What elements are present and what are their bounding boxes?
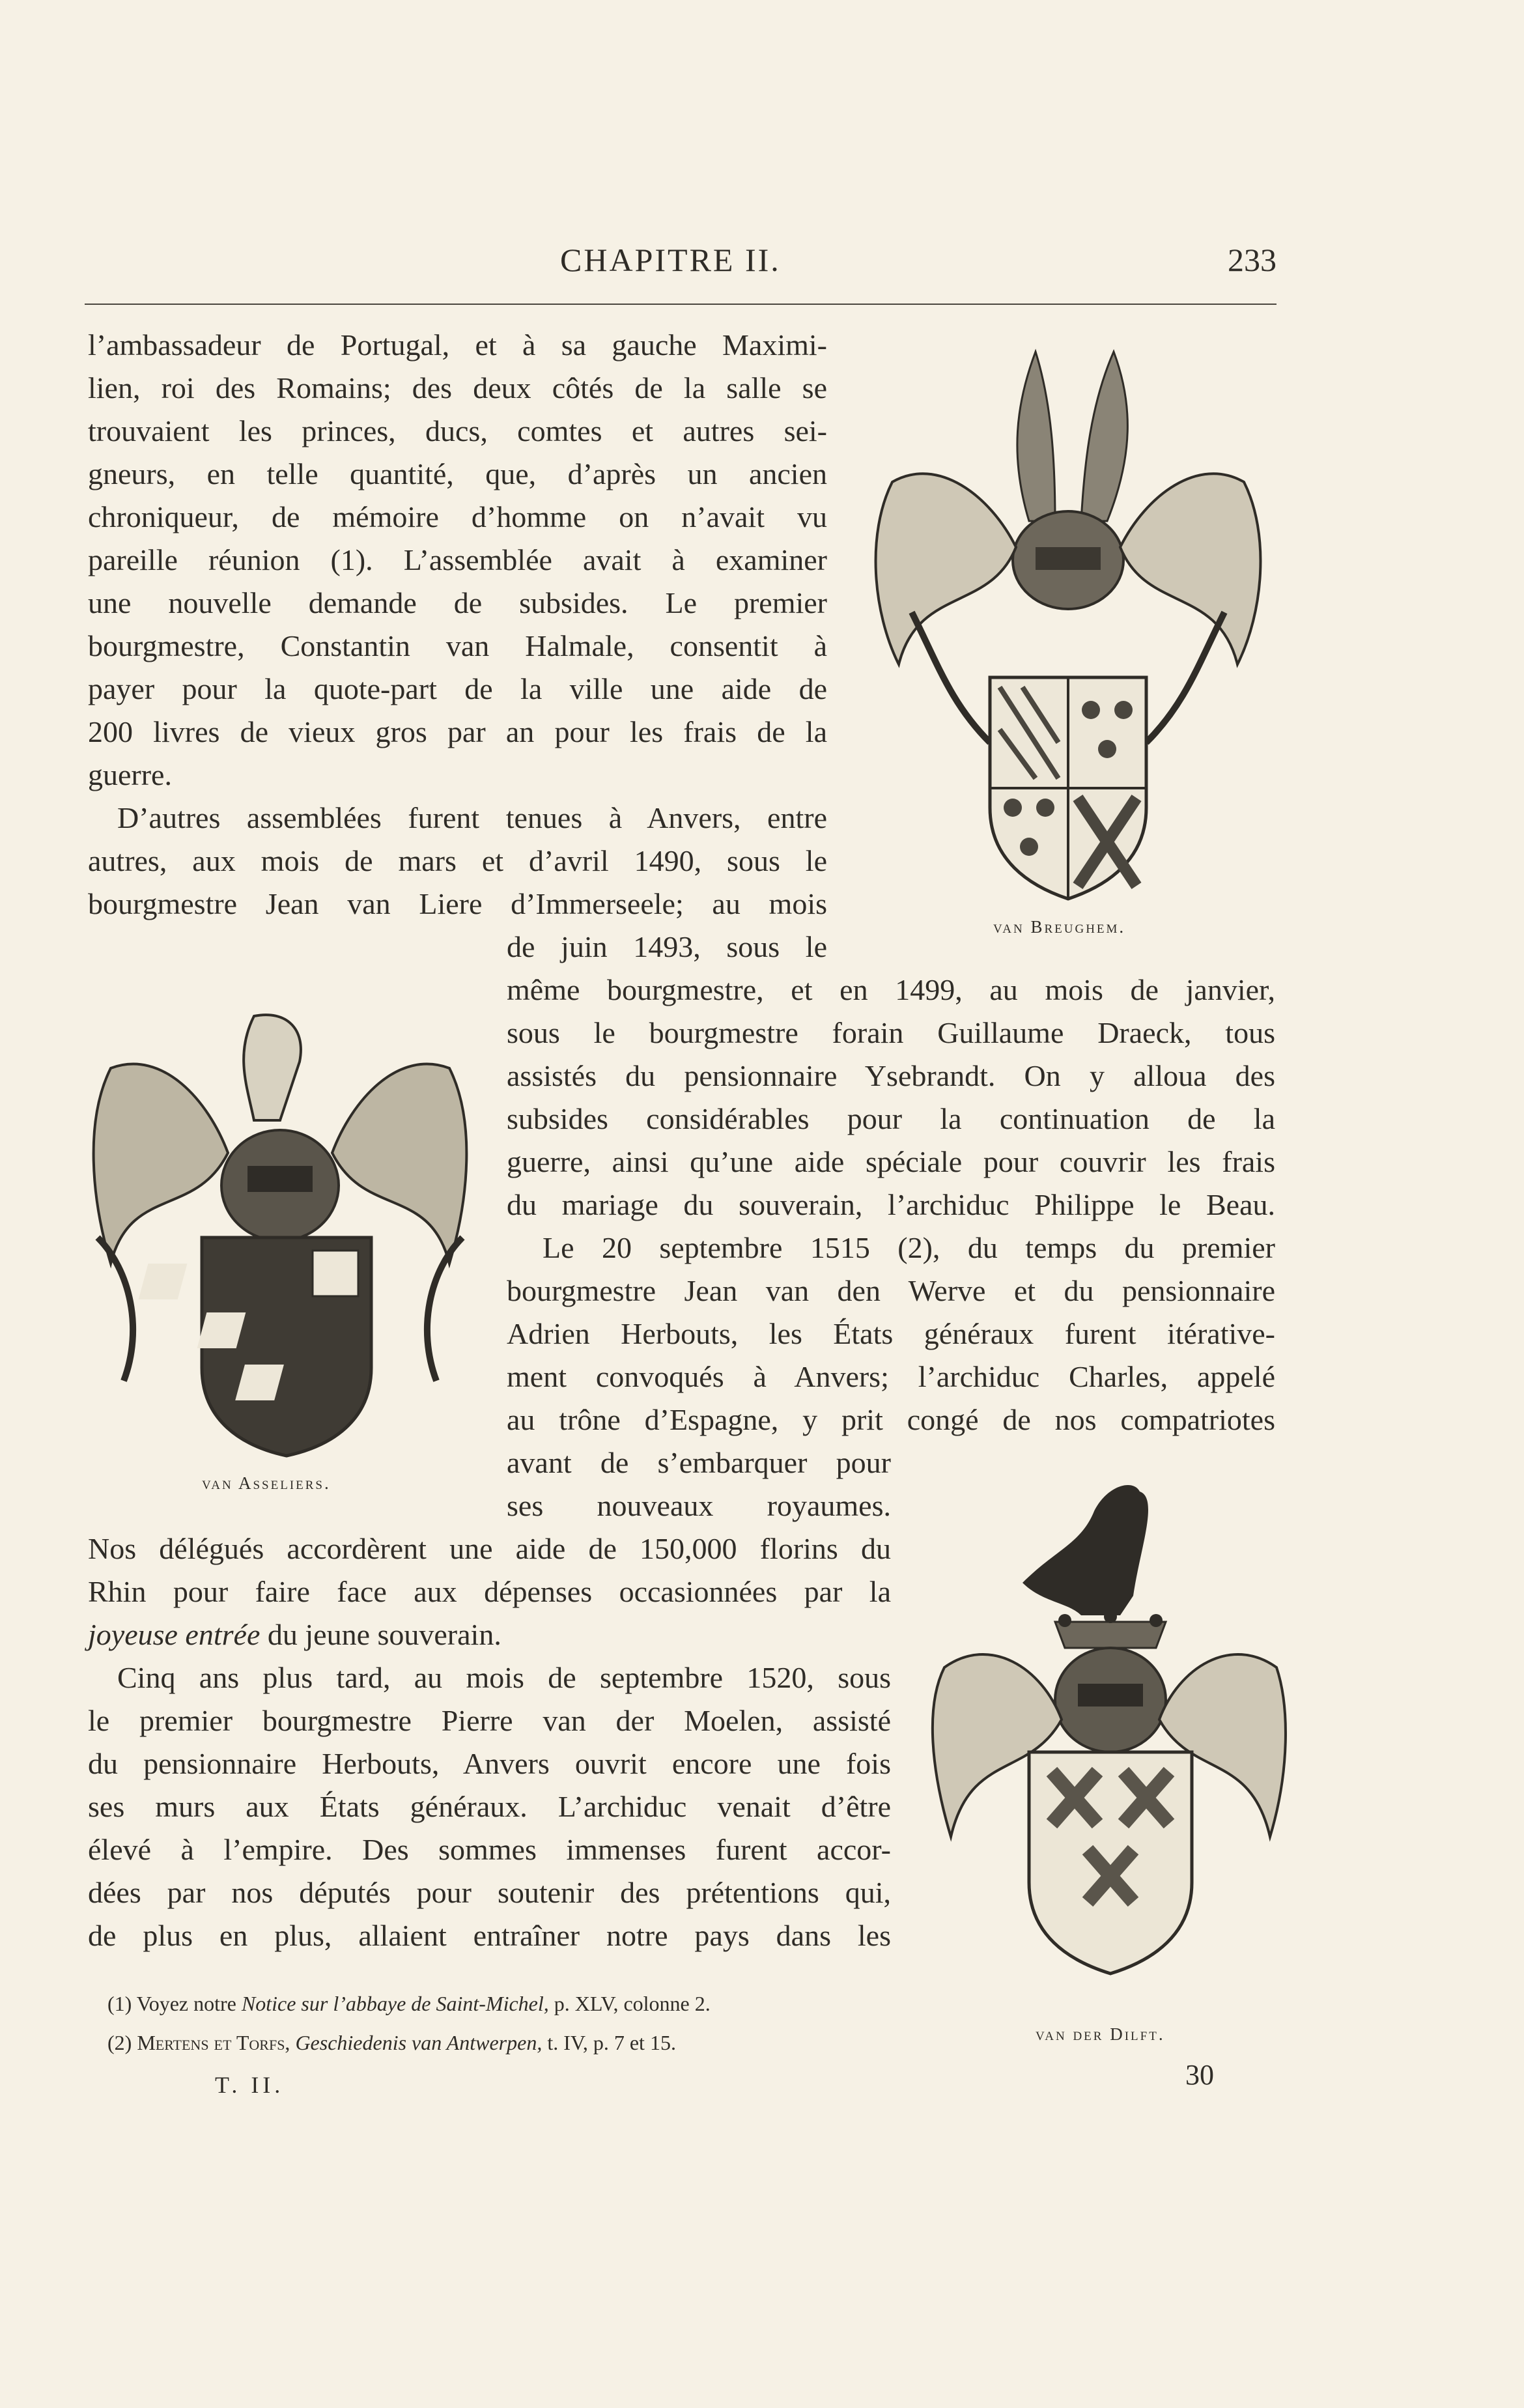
text-line: payer pour la quote-part de la ville une aide de [88, 672, 827, 705]
text-line: dées par nos députés pour soutenir des prétentions qui, [88, 1876, 891, 1909]
footnote-2-title: Geschiedenis van Antwerpen, [295, 2031, 543, 2054]
text-line: de plus en plus, allaient entraîner notre pays dans les [88, 1919, 891, 1952]
text-line: Adrien Herbouts, les États généraux furent itérative- [507, 1317, 1275, 1350]
text-line: une nouvelle demande de subsides. Le premier [88, 586, 827, 619]
footnote-1 [107, 1992, 711, 2016]
caption-dilft: van der Dilft. [1036, 2024, 1165, 2044]
footnote-1-title: Notice sur l’abbaye de Saint-Michel, [241, 1992, 549, 2015]
text-line-italic [88, 1617, 501, 1653]
coat-of-arms-dilft [925, 1472, 1290, 1993]
text-line: guerre, ainsi qu’une aide spéciale pour couvrir les frais [507, 1145, 1275, 1178]
text-line: Nos délégués accordèrent une aide de 150,000 florins du [88, 1532, 891, 1565]
coat-of-arms-breughem [860, 339, 1277, 912]
text-line: gneurs, en telle quantité, que, d’après un ancien [88, 457, 827, 490]
text-line: subsides considérables pour la continuation de la [507, 1102, 1275, 1135]
text-line: ment convoqués à Anvers; l’archiduc Charles, appelé [507, 1360, 1275, 1393]
footnote-1-suffix: p. XLV, colonne 2. [548, 1992, 711, 2015]
text-line: trouvaient les princes, ducs, comtes et autres sei- [88, 414, 827, 447]
text-line: avant de s’embarquer pour [507, 1446, 891, 1479]
text-line: D’autres assemblées furent tenues à Anvers, entre [117, 801, 827, 834]
footnote-2-prefix: (2) [107, 2031, 137, 2054]
coat-of-arms-asseliers [85, 990, 475, 1459]
footnote-2-authors: Mertens et Torfs, [137, 2031, 290, 2054]
text-line: chroniqueur, de mémoire d’homme on n’avait vu [88, 500, 827, 533]
text-line: Le 20 septembre 1515 (2), du temps du premier [543, 1231, 1275, 1264]
italic-line-rest: du jeune souverain. [260, 1618, 501, 1651]
text-line: du pensionnaire Herbouts, Anvers ouvrit encore une fois [88, 1747, 891, 1780]
running-head: CHAPITRE II. [560, 242, 781, 278]
text-line: l’ambassadeur de Portugal, et à sa gauche Maximi- [88, 328, 827, 361]
text-line: assistés du pensionnaire Ysebrandt. On y alloua des [507, 1059, 1275, 1092]
text-line: de juin 1493, sous le [507, 930, 827, 963]
caption-breughem: van Breughem. [993, 917, 1126, 937]
text-line: bourgmestre Jean van den Werve et du pensionnaire [507, 1274, 1275, 1307]
footnote-1-prefix: (1) Voyez notre [107, 1992, 242, 2015]
text-line: au trône d’Espagne, y prit congé de nos compatriotes [507, 1403, 1275, 1436]
page-number: 233 [1228, 242, 1277, 278]
text-line: sous le bourgmestre forain Guillaume Draeck, tous [507, 1016, 1275, 1049]
text-line: même bourgmestre, et en 1499, au mois de janvier, [507, 973, 1275, 1006]
text-line: élevé à l’empire. Des sommes immenses furent accor- [88, 1833, 891, 1866]
text-line: 200 livres de vieux gros par an pour les frais de la [88, 715, 827, 748]
footnote-2 [107, 2031, 676, 2055]
header-rule [85, 304, 1277, 305]
gathering-number: 30 [1185, 2059, 1214, 2091]
footnote-2-suffix: t. IV, p. 7 et 15. [542, 2031, 676, 2054]
text-line: ses nouveaux royaumes. [507, 1489, 891, 1522]
text-line: Cinq ans plus tard, au mois de septembre 1520, sous [117, 1661, 891, 1694]
text-line: le premier bourgmestre Pierre van der Moelen, assisté [88, 1704, 891, 1737]
italic-phrase: joyeuse entrée [88, 1618, 261, 1651]
text-line: bourgmestre Jean van Liere d’Immerseele; au mois [88, 887, 827, 920]
text-line: ses murs aux États généraux. L’archiduc venait d’être [88, 1790, 891, 1823]
text-line: guerre. [88, 758, 172, 791]
text-line: autres, aux mois de mars et d’avril 1490, sous le [88, 844, 827, 877]
caption-asseliers: van Asseliers. [202, 1473, 331, 1493]
text-line: pareille réunion (1). L’assemblée avait à examiner [88, 543, 827, 576]
text-line: lien, roi des Romains; des deux côtés de la salle se [88, 371, 827, 404]
text-line: du mariage du souverain, l’archiduc Philippe le Beau. [507, 1188, 1275, 1221]
text-line: Rhin pour faire face aux dépenses occasionnées par la [88, 1575, 891, 1608]
volume-signature: T. II. [215, 2072, 285, 2098]
text-line: bourgmestre, Constantin van Halmale, consentit à [88, 629, 827, 662]
